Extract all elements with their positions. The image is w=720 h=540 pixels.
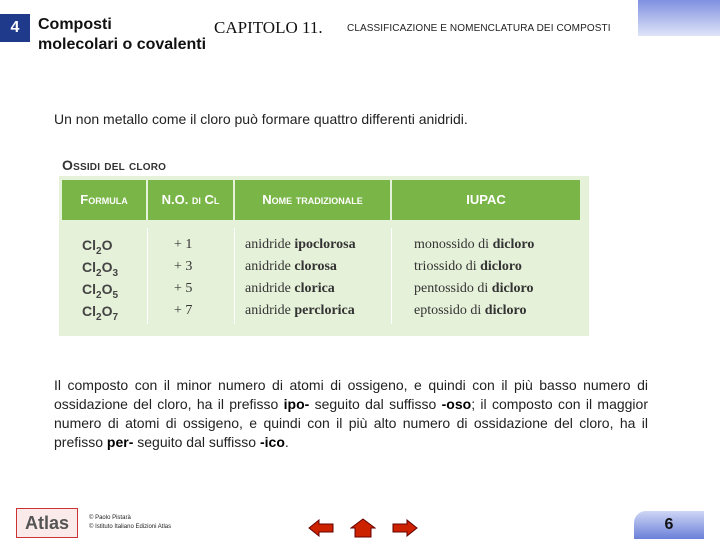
iupac-name: pentossido di dicloro — [414, 281, 534, 296]
oxidation-number: + 1 — [174, 237, 193, 252]
credit-publisher: © Istituto Italiano Edizioni Atlas — [89, 524, 172, 530]
column-iupac-name — [392, 228, 580, 324]
column-traditional-name — [235, 228, 392, 324]
slide-number-badge: 4 — [0, 14, 30, 42]
oxidation-number: + 7 — [174, 303, 193, 318]
traditional-name: anidride clorica — [245, 281, 335, 296]
iupac-name: triossido di dicloro — [414, 259, 522, 274]
credit-author: © Paolo Pistarà — [89, 515, 131, 521]
traditional-name: anidride clorosa — [245, 259, 337, 274]
previous-arrow-icon[interactable] — [308, 518, 334, 538]
header-nome: Nome tradizionale — [235, 180, 392, 220]
table-body — [62, 228, 580, 324]
traditional-name: anidride perclorica — [245, 303, 355, 318]
intro-text: Un non metallo come il cloro può formare quattro differenti anidridi. — [54, 111, 468, 127]
header-no: N.O. di Cl — [148, 180, 235, 220]
table-caption: Ossidi del cloro — [62, 157, 167, 173]
slide-title-line1: Composti — [38, 16, 112, 33]
table-row: $Cl_2O_5$ — [82, 281, 119, 301]
oxidation-number: + 3 — [174, 259, 193, 274]
chapter-label: CAPITOLO 11. — [214, 18, 323, 37]
slide-title-line2: molecolari o covalenti — [38, 36, 207, 53]
iupac-name: monossido di dicloro — [414, 237, 535, 252]
explanation-paragraph: Il composto con il minor numero di atomi di ossigeno, e quindi con il più basso numero di ossidazione del cloro, ha il prefisso ipo- seguito dal suffisso -oso; il composto con il maggior numero di atomi di ossigeno, e quindi con il più alto numero di ossidazione del cloro, ha il prefisso per- seguito dal suffisso -ico. — [54, 377, 648, 450]
home-icon[interactable] — [350, 518, 376, 538]
next-arrow-icon[interactable] — [392, 518, 418, 538]
oxidation-number: + 5 — [174, 281, 193, 296]
table-row: $Cl_2O_7$ — [82, 303, 119, 323]
chapter-subtitle: CLASSIFICAZIONE E NOMENCLATURA DEI COMPOSTI — [347, 23, 611, 34]
iupac-name: eptossido di dicloro — [414, 303, 527, 318]
page-number: 6 — [634, 511, 704, 539]
atlas-logo: Atlas — [16, 508, 78, 538]
traditional-name: anidride ipoclorosa — [245, 237, 356, 252]
header-iupac: IUPAC — [466, 192, 506, 207]
header-formula: Formula — [62, 180, 148, 220]
table-row: $Cl_2O_3$ — [82, 259, 119, 279]
column-oxidation-number — [148, 228, 235, 324]
column-formula — [62, 228, 148, 324]
header-corner-decoration — [638, 0, 720, 36]
table-row: $Cl_2O$ — [82, 237, 113, 257]
credits — [89, 514, 171, 532]
table-header — [62, 180, 580, 220]
